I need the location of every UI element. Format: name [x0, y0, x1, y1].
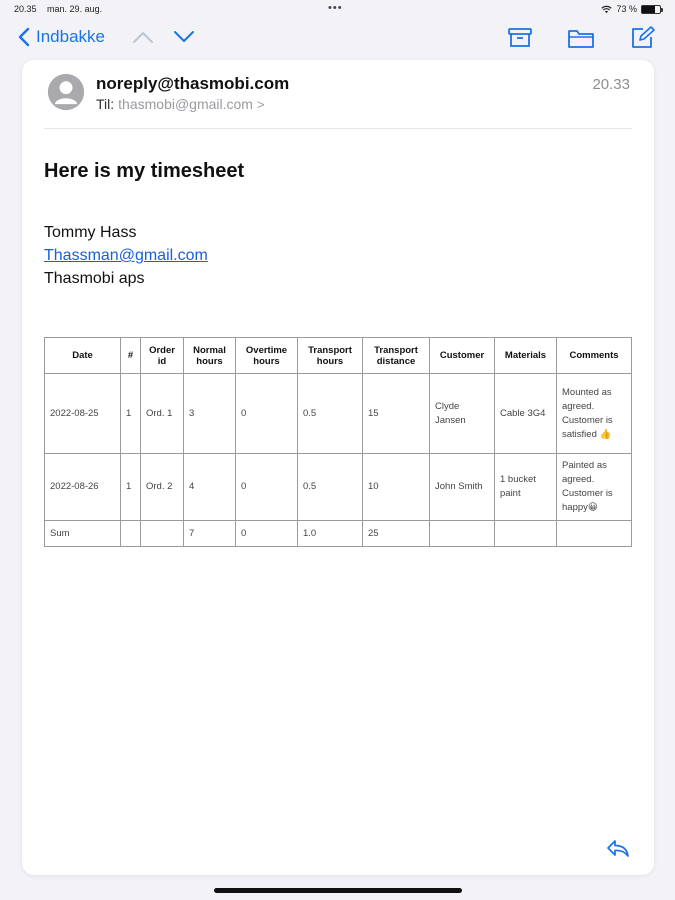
table-cell: Clyde Jansen [430, 374, 495, 454]
person-avatar-icon [44, 73, 88, 111]
signature-email-link[interactable]: Thassman@gmail.com [44, 247, 208, 264]
reply-icon [606, 838, 630, 858]
sender-avatar[interactable] [44, 73, 88, 111]
reply-button[interactable] [606, 838, 630, 863]
status-indicators [601, 4, 661, 14]
table-cell: 0 [236, 374, 298, 454]
chevron-right-icon: > [256, 96, 265, 112]
table-cell: 0.5 [298, 374, 363, 454]
archive-button[interactable] [507, 26, 533, 55]
battery-fill [642, 6, 655, 13]
table-cell [557, 521, 632, 547]
timesheet-table [44, 337, 632, 547]
table-cell: Sum [45, 521, 121, 547]
folder-icon [567, 26, 595, 50]
next-message-button[interactable] [173, 30, 195, 49]
message-view [22, 60, 654, 875]
chevron-down-icon [173, 30, 195, 44]
back-label: Indbakke [36, 27, 105, 46]
table-cell: Ord. 2 [141, 454, 184, 521]
table-cell [121, 521, 141, 547]
table-row [45, 374, 632, 454]
sum-row [45, 521, 632, 547]
message-subject: Here is my timesheet [44, 160, 245, 182]
table-cell: 0.5 [298, 454, 363, 521]
column-header: Comments [557, 338, 632, 374]
table-cell: 0 [236, 521, 298, 547]
table-cell: 1 [121, 374, 141, 454]
compose-button[interactable] [630, 26, 656, 55]
move-to-folder-button[interactable] [567, 26, 595, 55]
status-date: man. 29. aug. [47, 4, 103, 14]
message-time: 20.33 [592, 76, 630, 93]
back-to-inbox-button[interactable] [18, 27, 105, 47]
battery-percent: 73 % [616, 4, 637, 14]
chevron-left-icon [18, 27, 30, 47]
table-cell: 15 [363, 374, 430, 454]
signature-name: Tommy Hass [44, 224, 137, 241]
table-cell [430, 521, 495, 547]
table-cell: 3 [184, 374, 236, 454]
sender-address[interactable]: noreply@thasmobi.com [96, 74, 290, 93]
table-cell: 1.0 [298, 521, 363, 547]
to-label: Til: [96, 96, 115, 112]
column-header: Materials [495, 338, 557, 374]
column-header: Order id [141, 338, 184, 374]
table-cell: 2022-08-25 [45, 374, 121, 454]
table-cell [141, 521, 184, 547]
column-header: Overtime hours [236, 338, 298, 374]
battery-icon [641, 5, 661, 14]
multitasking-dots[interactable]: ••• [328, 2, 343, 14]
table-cell: Mounted as agreed. Customer is satisfied 👍 [557, 374, 632, 454]
table-cell: Ord. 1 [141, 374, 184, 454]
signature-company: Thasmobi aps [44, 270, 145, 287]
column-header: Customer [430, 338, 495, 374]
table-cell: John Smith [430, 454, 495, 521]
recipient-address: thasmobi@gmail.com [118, 96, 253, 112]
compose-icon [630, 26, 656, 50]
table-cell: Cable 3G4 [495, 374, 557, 454]
column-header: # [121, 338, 141, 374]
header-divider [44, 128, 632, 129]
archive-icon [507, 26, 533, 50]
table-cell: 0 [236, 454, 298, 521]
table-row [45, 454, 632, 521]
table-cell: Painted as agreed. Customer is happy😀 [557, 454, 632, 521]
table-cell: 25 [363, 521, 430, 547]
column-header: Date [45, 338, 121, 374]
wifi-icon [601, 5, 612, 14]
table-cell: 2022-08-26 [45, 454, 121, 521]
home-indicator[interactable] [214, 888, 462, 893]
status-bar [0, 0, 675, 20]
status-time-date [14, 4, 102, 14]
status-time: 20.35 [14, 4, 37, 14]
recipient-row[interactable] [96, 96, 265, 112]
table-cell: 10 [363, 454, 430, 521]
mail-toolbar [0, 22, 675, 58]
table-cell: 1 bucket paint [495, 454, 557, 521]
timesheet-header-row [45, 338, 632, 374]
column-header: Transport hours [298, 338, 363, 374]
column-header: Transport distance [363, 338, 430, 374]
table-cell [495, 521, 557, 547]
table-cell: 4 [184, 454, 236, 521]
table-cell: 1 [121, 454, 141, 521]
table-cell: 7 [184, 521, 236, 547]
column-header: Normal hours [184, 338, 236, 374]
chevron-up-icon [132, 30, 154, 44]
previous-message-button[interactable] [132, 30, 154, 49]
